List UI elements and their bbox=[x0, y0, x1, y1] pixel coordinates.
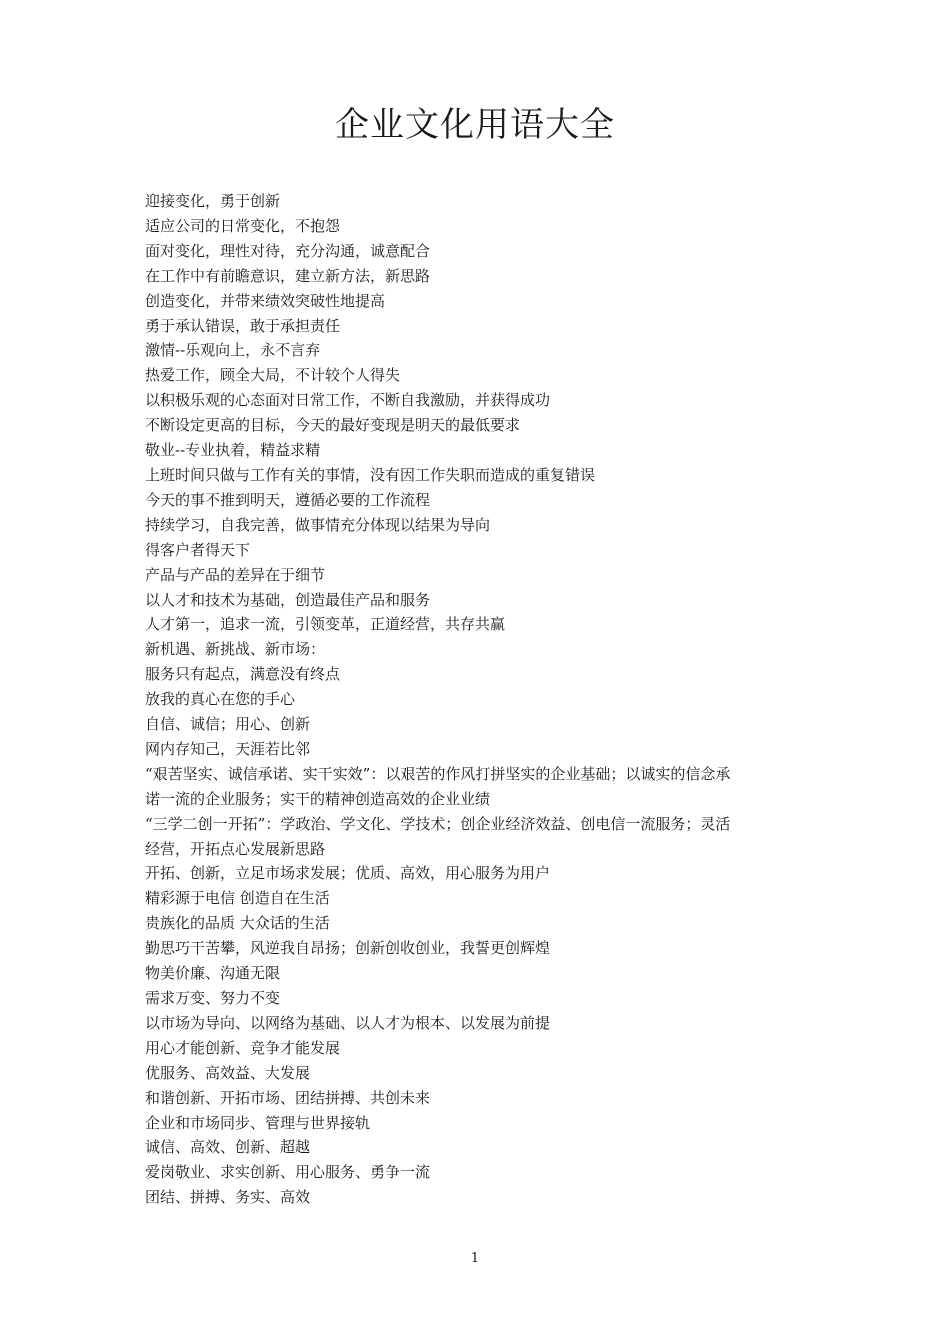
text-line: 用心才能创新、竞争才能发展 bbox=[145, 1038, 341, 1057]
document-title: 企业文化用语大全 bbox=[335, 105, 615, 145]
text-line: 诺一流的企业服务；实干的精神创造高效的企业业绩 bbox=[145, 789, 491, 808]
text-line: “艰苦坚实、诚信承诺、实干实效”：以艰苦的作风打拼坚实的企业基础；以诚实的信念承 bbox=[145, 764, 731, 783]
text-line: 适应公司的日常变化，不抱怨 bbox=[145, 216, 341, 235]
text-line: 迎接变化，勇于创新 bbox=[145, 192, 281, 210]
text-line: 自信、诚信；用心、创新 bbox=[145, 715, 311, 734]
text-line: 人才第一，追求一流，引领变革，正道经营，共存共赢 bbox=[145, 615, 506, 634]
text-line: 今天的事不推到明天，遵循必要的工作流程 bbox=[145, 490, 431, 509]
text-line: 面对变化，理性对待，充分沟通，诚意配合 bbox=[145, 241, 431, 260]
text-line: 诚信、高效、创新、超越 bbox=[145, 1138, 311, 1157]
text-line: 产品与产品的差异在于细节 bbox=[145, 565, 326, 584]
text-line: 需求万变、努力不变 bbox=[145, 989, 281, 1007]
text-line: 得客户者得天下 bbox=[145, 540, 251, 559]
text-line: 不断设定更高的目标，今天的最好变现是明天的最低要求 bbox=[145, 416, 521, 435]
text-line: 以人才和技术为基础，创造最佳产品和服务 bbox=[145, 590, 431, 609]
text-line: 以积极乐观的心态面对日常工作，不断自我激励，并获得成功 bbox=[145, 391, 551, 410]
text-line: 勇于承认错误，敢于承担责任 bbox=[145, 316, 341, 335]
text-line: 创造变化，并带来绩效突破性地提高 bbox=[145, 291, 386, 310]
text-line: 新机遇、新挑战、新市场： bbox=[145, 640, 326, 659]
text-line: 物美价廉、沟通无限 bbox=[145, 964, 281, 983]
text-line: 企业和市场同步、管理与世界接轨 bbox=[145, 1113, 371, 1132]
text-line: 网内存知己，天涯若比邻 bbox=[145, 739, 311, 758]
text-line: “三学二创一开拓”：学政治、学文化、学技术；创企业经济效益、创电信一流服务；灵活 bbox=[145, 814, 731, 833]
text-line: 热爱工作，顾全大局，不计较个人得失 bbox=[145, 366, 401, 385]
text-line: 精彩源于电信 创造自在生活 bbox=[145, 889, 330, 908]
text-line: 贵族化的品质 大众话的生活 bbox=[145, 914, 330, 933]
text-line: 服务只有起点，满意没有终点 bbox=[145, 665, 341, 684]
text-line: 团结、拼搏、务实、高效 bbox=[145, 1188, 311, 1207]
text-line: 放我的真心在您的手心 bbox=[145, 690, 296, 709]
text-line: 勤思巧干苦攀，风逆我自昂扬；创新创收创业，我誓更创辉煌 bbox=[145, 939, 551, 958]
slogan-list bbox=[145, 189, 815, 1210]
text-line: 在工作中有前瞻意识，建立新方法，新思路 bbox=[145, 266, 431, 285]
text-line: 开拓、创新，立足市场求发展；优质、高效，用心服务为用户 bbox=[145, 864, 551, 883]
text-line: 上班时间只做与工作有关的事情，没有因工作失职而造成的重复错误 bbox=[145, 465, 596, 484]
text-line: 优服务、高效益、大发展 bbox=[145, 1063, 311, 1082]
text-line: 以市场为导向、以网络为基础、以人才为根本、以发展为前提 bbox=[145, 1013, 551, 1032]
text-line: 敬业--专业执着，精益求精 bbox=[145, 441, 321, 460]
text-line: 经营，开拓点心发展新思路 bbox=[145, 839, 326, 858]
text-line: 持续学习，自我完善，做事情充分体现以结果为导向 bbox=[145, 515, 491, 534]
text-line: 和谐创新、开拓市场、团结拼搏、共创未来 bbox=[145, 1088, 431, 1107]
text-line: 爱岗敬业、求实创新、用心服务、勇争一流 bbox=[145, 1163, 431, 1182]
page-number: 1 bbox=[470, 1251, 480, 1266]
text-line: 激情--乐观向上，永不言弃 bbox=[145, 341, 321, 360]
